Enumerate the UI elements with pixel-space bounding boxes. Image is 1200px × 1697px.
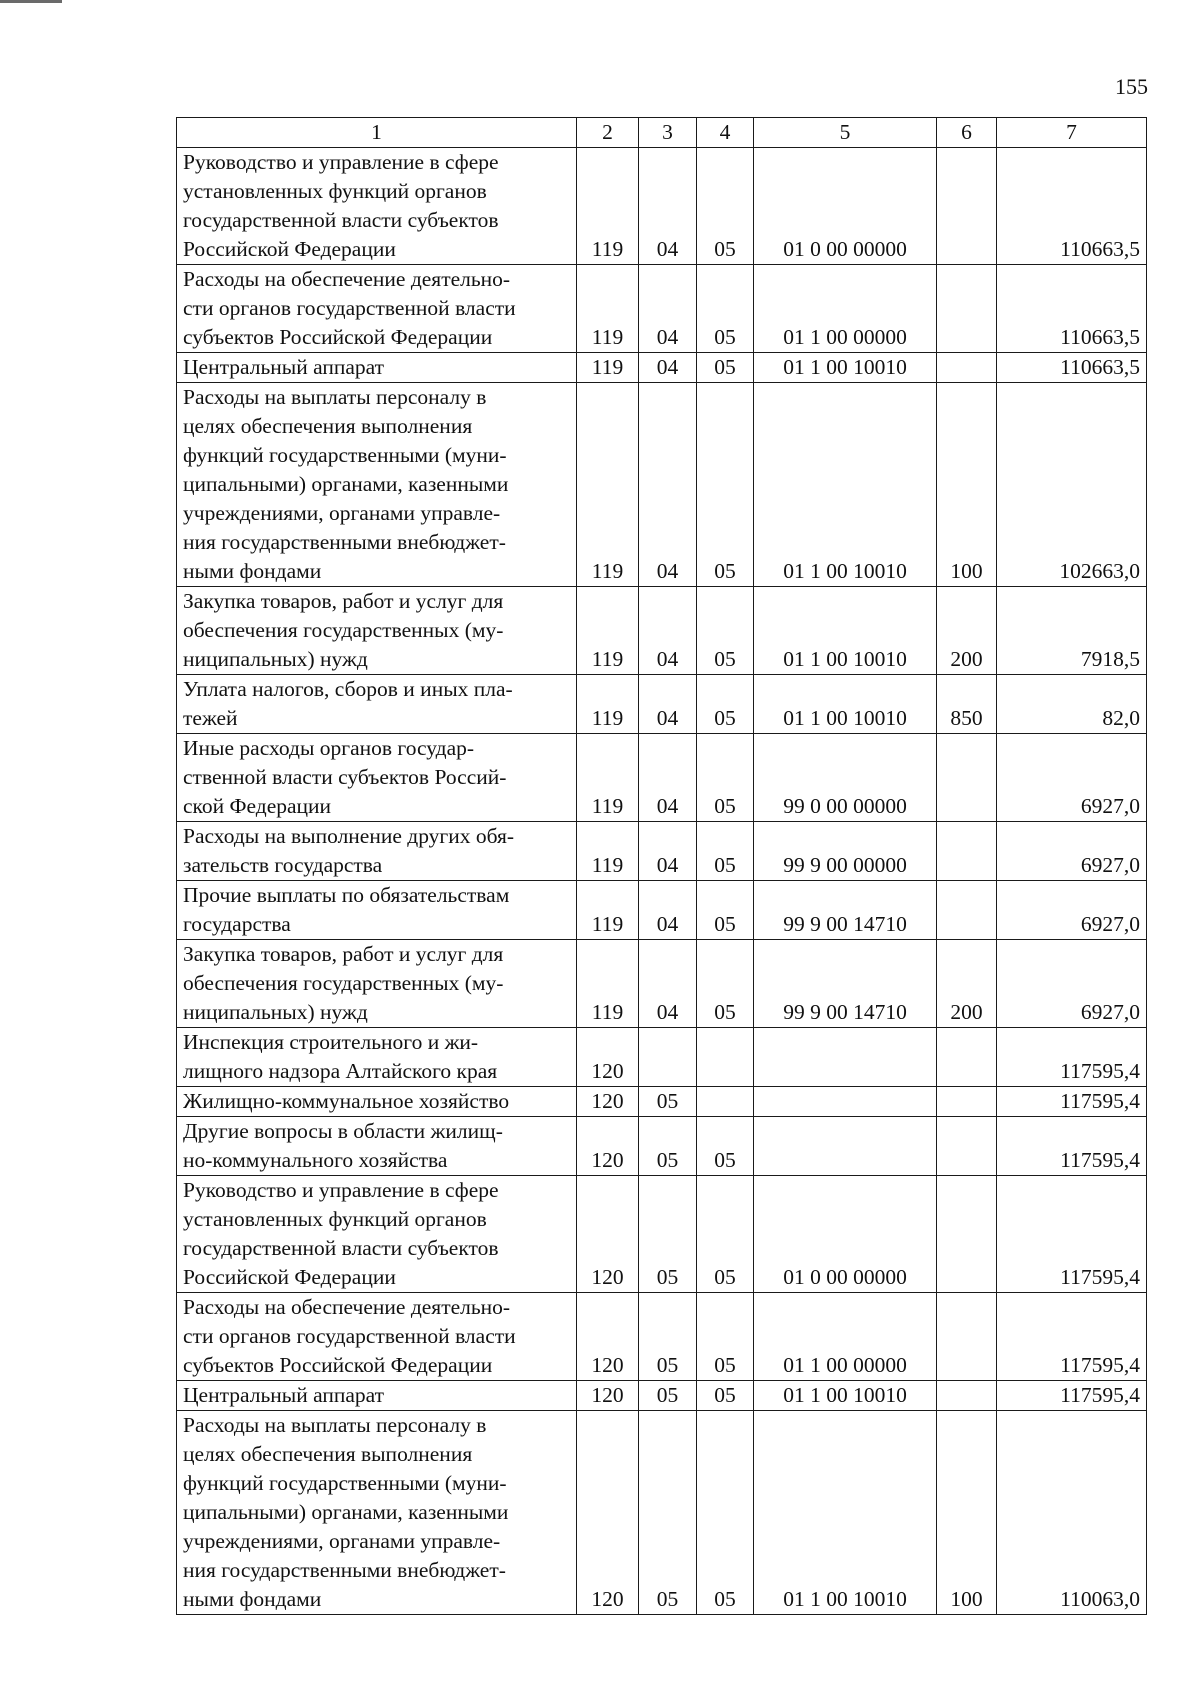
- item-name-cell: [177, 1117, 577, 1176]
- subsection-cell: [697, 1028, 754, 1087]
- table-row: [177, 822, 1147, 881]
- amount-cell: 110063,0: [997, 1411, 1147, 1615]
- item-name-line: сти органов государственной власти: [183, 296, 516, 320]
- item-name-line: государства: [183, 912, 291, 936]
- header-col-3: 3: [639, 118, 697, 148]
- expense-type-cell: [937, 1087, 997, 1117]
- ministry-code-cell: 120: [577, 1293, 639, 1381]
- table-row: [177, 1176, 1147, 1293]
- item-name-line: Расходы на обеспечение деятельно-: [183, 1295, 511, 1319]
- amount-cell: 117595,4: [997, 1028, 1147, 1087]
- table-row: [177, 1411, 1147, 1615]
- section-cell: 04: [639, 881, 697, 940]
- subsection-cell: 05: [697, 1411, 754, 1615]
- header-col-4: 4: [697, 118, 754, 148]
- item-name-line: Центральный аппарат: [183, 1383, 385, 1407]
- amount-cell: 6927,0: [997, 822, 1147, 881]
- target-article-cell: 01 1 00 10010: [754, 383, 937, 587]
- ministry-code-cell: 119: [577, 881, 639, 940]
- expense-type-cell: 850: [937, 675, 997, 734]
- section-cell: 05: [639, 1087, 697, 1117]
- amount-cell: 6927,0: [997, 734, 1147, 822]
- table-row: [177, 940, 1147, 1028]
- page-number: 155: [1115, 74, 1148, 99]
- budget-table: [176, 117, 1147, 1615]
- ministry-code-cell: 120: [577, 1381, 639, 1411]
- section-cell: 04: [639, 353, 697, 383]
- item-name-line: ственной власти субъектов Россий-: [183, 765, 507, 789]
- ministry-code-cell: 119: [577, 265, 639, 353]
- amount-cell: 102663,0: [997, 383, 1147, 587]
- item-name-cell: [177, 587, 577, 675]
- table-row: [177, 734, 1147, 822]
- item-name-cell: [177, 1293, 577, 1381]
- subsection-cell: 05: [697, 675, 754, 734]
- target-article-cell: 01 1 00 10010: [754, 675, 937, 734]
- subsection-cell: 05: [697, 587, 754, 675]
- target-article-cell: 01 1 00 10010: [754, 353, 937, 383]
- expense-type-cell: 100: [937, 1411, 997, 1615]
- item-name-line: Жилищно-коммунальное хозяйство: [183, 1089, 510, 1113]
- item-name-cell: [177, 881, 577, 940]
- ministry-code-cell: 120: [577, 1087, 639, 1117]
- item-name-cell: [177, 1176, 577, 1293]
- item-name-line: функций государственными (муни-: [183, 1471, 507, 1495]
- table-row: [177, 587, 1147, 675]
- item-name-cell: [177, 1411, 577, 1615]
- item-name-line: субъектов Российской Федерации: [183, 325, 493, 349]
- target-article-cell: [754, 1028, 937, 1087]
- expense-type-cell: [937, 822, 997, 881]
- subsection-cell: 05: [697, 1381, 754, 1411]
- item-name-cell: [177, 265, 577, 353]
- target-article-cell: 01 0 00 00000: [754, 1176, 937, 1293]
- item-name-line: целях обеспечения выполнения: [183, 414, 473, 438]
- expense-type-cell: [937, 734, 997, 822]
- section-cell: 05: [639, 1293, 697, 1381]
- item-name-line: Российской Федерации: [183, 1265, 396, 1289]
- item-name-line: Инспекция строительного и жи-: [183, 1030, 479, 1054]
- item-name-line: ниципальных) нужд: [183, 647, 368, 671]
- item-name-line: зательств государства: [183, 853, 383, 877]
- expense-type-cell: [937, 1176, 997, 1293]
- item-name-line: Руководство и управление в сфере: [183, 1178, 499, 1202]
- item-name-line: субъектов Российской Федерации: [183, 1353, 493, 1377]
- item-name-cell: [177, 1381, 577, 1411]
- item-name-line: Иные расходы органов государ-: [183, 736, 475, 760]
- ministry-code-cell: 119: [577, 383, 639, 587]
- item-name-line: но-коммунального хозяйства: [183, 1148, 448, 1172]
- item-name-line: установленных функций органов: [183, 179, 487, 203]
- ministry-code-cell: 119: [577, 353, 639, 383]
- item-name-line: Закупка товаров, работ и услуг для: [183, 942, 504, 966]
- ministry-code-cell: 119: [577, 822, 639, 881]
- subsection-cell: 05: [697, 383, 754, 587]
- table-row: [177, 383, 1147, 587]
- item-name-line: учреждениями, органами управле-: [183, 1529, 501, 1553]
- item-name-line: тежей: [183, 706, 238, 730]
- scan-edge-mark: [0, 0, 62, 3]
- ministry-code-cell: 120: [577, 1176, 639, 1293]
- section-cell: 04: [639, 383, 697, 587]
- item-name-line: обеспечения государственных (му-: [183, 971, 504, 995]
- item-name-cell: [177, 675, 577, 734]
- amount-cell: 82,0: [997, 675, 1147, 734]
- item-name-line: целях обеспечения выполнения: [183, 1442, 473, 1466]
- header-col-6: 6: [937, 118, 997, 148]
- expense-type-cell: [937, 1293, 997, 1381]
- amount-cell: 7918,5: [997, 587, 1147, 675]
- amount-cell: 110663,5: [997, 353, 1147, 383]
- amount-cell: 110663,5: [997, 265, 1147, 353]
- ministry-code-cell: 120: [577, 1028, 639, 1087]
- table-row: [177, 353, 1147, 383]
- header-row: [177, 118, 1147, 148]
- item-name-line: установленных функций органов: [183, 1207, 487, 1231]
- expense-type-cell: 100: [937, 383, 997, 587]
- item-name-line: ской Федерации: [183, 794, 332, 818]
- expense-type-cell: [937, 881, 997, 940]
- expense-type-cell: 200: [937, 587, 997, 675]
- table-row: [177, 265, 1147, 353]
- item-name-cell: [177, 734, 577, 822]
- subsection-cell: 05: [697, 265, 754, 353]
- table-row: [177, 1087, 1147, 1117]
- item-name-line: ными фондами: [183, 559, 322, 583]
- amount-cell: 110663,5: [997, 148, 1147, 265]
- target-article-cell: 01 1 00 00000: [754, 265, 937, 353]
- header-col-7: 7: [997, 118, 1147, 148]
- target-article-cell: 99 9 00 14710: [754, 940, 937, 1028]
- subsection-cell: 05: [697, 881, 754, 940]
- target-article-cell: 99 0 00 00000: [754, 734, 937, 822]
- subsection-cell: 05: [697, 1176, 754, 1293]
- item-name-line: ния государственными внебюджет-: [183, 1558, 506, 1582]
- item-name-line: Уплата налогов, сборов и иных пла-: [183, 677, 513, 701]
- table-row: [177, 675, 1147, 734]
- item-name-line: Центральный аппарат: [183, 355, 385, 379]
- section-cell: 04: [639, 822, 697, 881]
- expense-type-cell: [937, 1028, 997, 1087]
- item-name-line: государственной власти субъектов: [183, 208, 499, 232]
- expense-type-cell: [937, 353, 997, 383]
- table-row: [177, 148, 1147, 265]
- table-body: [177, 148, 1147, 1615]
- amount-cell: 117595,4: [997, 1087, 1147, 1117]
- subsection-cell: 05: [697, 822, 754, 881]
- ministry-code-cell: 119: [577, 734, 639, 822]
- item-name-line: лищного надзора Алтайского края: [183, 1059, 498, 1083]
- target-article-cell: 01 1 00 00000: [754, 1293, 937, 1381]
- item-name-cell: [177, 1087, 577, 1117]
- item-name-line: ниципальных) нужд: [183, 1000, 368, 1024]
- item-name-line: Расходы на выполнение других обя-: [183, 824, 515, 848]
- target-article-cell: 99 9 00 14710: [754, 881, 937, 940]
- section-cell: [639, 1028, 697, 1087]
- section-cell: 05: [639, 1411, 697, 1615]
- section-cell: 04: [639, 148, 697, 265]
- item-name-line: учреждениями, органами управле-: [183, 501, 501, 525]
- subsection-cell: 05: [697, 1117, 754, 1176]
- item-name-cell: [177, 940, 577, 1028]
- item-name-line: ципальными) органами, казенными: [183, 472, 509, 496]
- amount-cell: 6927,0: [997, 940, 1147, 1028]
- item-name-line: Расходы на выплаты персоналу в: [183, 385, 487, 409]
- ministry-code-cell: 120: [577, 1117, 639, 1176]
- item-name-line: обеспечения государственных (му-: [183, 618, 504, 642]
- section-cell: 04: [639, 587, 697, 675]
- amount-cell: 117595,4: [997, 1293, 1147, 1381]
- table-row: [177, 1117, 1147, 1176]
- section-cell: 05: [639, 1117, 697, 1176]
- section-cell: 05: [639, 1176, 697, 1293]
- item-name-line: Закупка товаров, работ и услуг для: [183, 589, 504, 613]
- item-name-line: ципальными) органами, казенными: [183, 1500, 509, 1524]
- section-cell: 05: [639, 1381, 697, 1411]
- expense-type-cell: [937, 265, 997, 353]
- target-article-cell: 01 1 00 10010: [754, 587, 937, 675]
- ministry-code-cell: 119: [577, 148, 639, 265]
- section-cell: 04: [639, 265, 697, 353]
- item-name-line: Руководство и управление в сфере: [183, 150, 499, 174]
- section-cell: 04: [639, 940, 697, 1028]
- ministry-code-cell: 119: [577, 587, 639, 675]
- header-col-5: 5: [754, 118, 937, 148]
- item-name-cell: [177, 1028, 577, 1087]
- item-name-line: Российской Федерации: [183, 237, 396, 261]
- expense-type-cell: [937, 148, 997, 265]
- amount-cell: 6927,0: [997, 881, 1147, 940]
- item-name-cell: [177, 822, 577, 881]
- target-article-cell: [754, 1087, 937, 1117]
- target-article-cell: 01 1 00 10010: [754, 1411, 937, 1615]
- item-name-line: Другие вопросы в области жилищ-: [183, 1119, 503, 1143]
- subsection-cell: [697, 1087, 754, 1117]
- target-article-cell: 99 9 00 00000: [754, 822, 937, 881]
- amount-cell: 117595,4: [997, 1117, 1147, 1176]
- expense-type-cell: [937, 1117, 997, 1176]
- expense-type-cell: [937, 1381, 997, 1411]
- ministry-code-cell: 120: [577, 1411, 639, 1615]
- table-row: [177, 1293, 1147, 1381]
- target-article-cell: [754, 1117, 937, 1176]
- target-article-cell: 01 1 00 10010: [754, 1381, 937, 1411]
- subsection-cell: 05: [697, 353, 754, 383]
- section-cell: 04: [639, 734, 697, 822]
- table-row: [177, 881, 1147, 940]
- item-name-cell: [177, 148, 577, 265]
- subsection-cell: 05: [697, 1293, 754, 1381]
- section-cell: 04: [639, 675, 697, 734]
- item-name-line: сти органов государственной власти: [183, 1324, 516, 1348]
- subsection-cell: 05: [697, 734, 754, 822]
- item-name-line: ния государственными внебюджет-: [183, 530, 506, 554]
- ministry-code-cell: 119: [577, 940, 639, 1028]
- header-col-2: 2: [577, 118, 639, 148]
- table-row: [177, 1381, 1147, 1411]
- item-name-line: Расходы на выплаты персоналу в: [183, 1413, 487, 1437]
- item-name-line: ными фондами: [183, 1587, 322, 1611]
- amount-cell: 117595,4: [997, 1176, 1147, 1293]
- header-col-1: 1: [177, 118, 577, 148]
- item-name-line: государственной власти субъектов: [183, 1236, 499, 1260]
- expense-type-cell: 200: [937, 940, 997, 1028]
- item-name-cell: [177, 383, 577, 587]
- ministry-code-cell: 119: [577, 675, 639, 734]
- item-name-cell: [177, 353, 577, 383]
- subsection-cell: 05: [697, 148, 754, 265]
- amount-cell: 117595,4: [997, 1381, 1147, 1411]
- table-row: [177, 1028, 1147, 1087]
- subsection-cell: 05: [697, 940, 754, 1028]
- item-name-line: функций государственными (муни-: [183, 443, 507, 467]
- item-name-line: Расходы на обеспечение деятельно-: [183, 267, 511, 291]
- item-name-line: Прочие выплаты по обязательствам: [183, 883, 510, 907]
- target-article-cell: 01 0 00 00000: [754, 148, 937, 265]
